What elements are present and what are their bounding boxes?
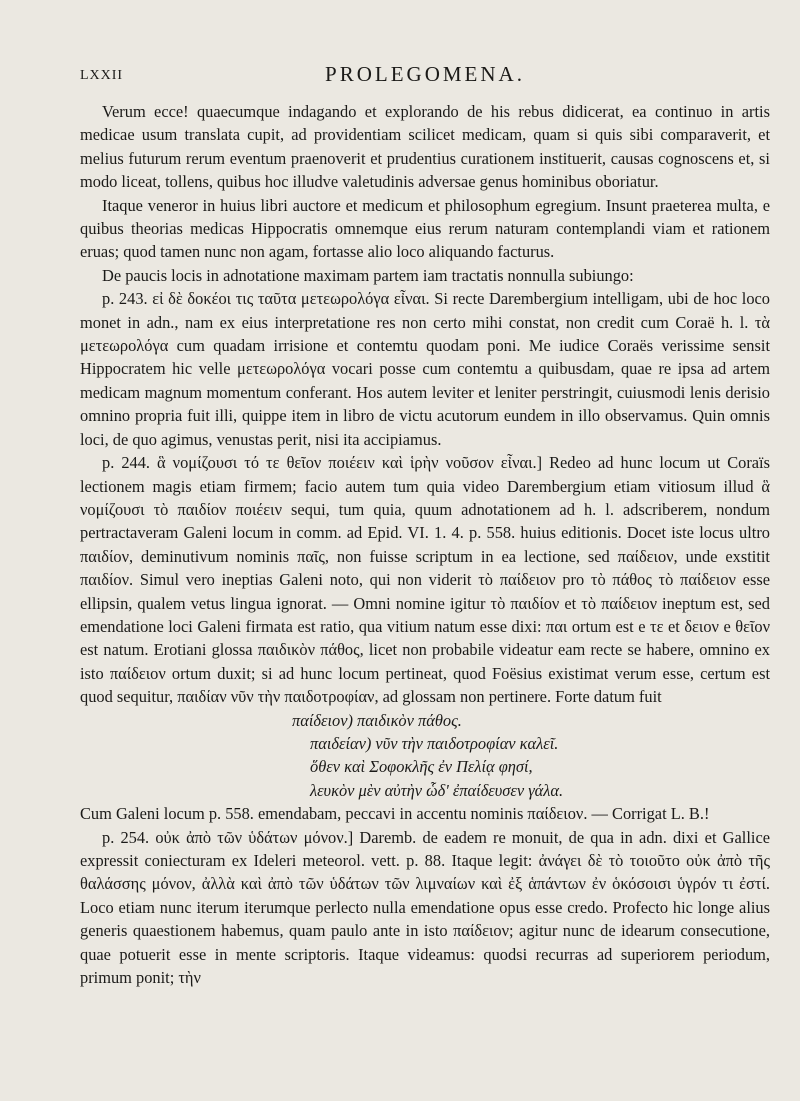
- paragraph: p. 243. εἰ δὲ δοκέοι τις ταῦτα μετεωρολόγα εἶναι. Si recte Darembergium intelligam, ubi de hoc loco monet in adn., nam ex eius interpretatione res non certo mihi constat, non credit cum Coraë h. l. τὰ μετεωρολόγα cum quadam irrisione et contemtu quodam poni. Me iudice Coraës verissime sensit Hippocratem hic velle μετεωρολόγα vocari posse cum contemtu a quibusdam, quae re ipsa ad artem medicam magnum momentum conferant. Hos autem leviter et leniter perstringit, cuiusmodi lenis derisio omnino propria fuit illi, quippe item in libro de victu acutorum eundem in illo observamus. Quin omnis loci, de quo agimus, venustas perit, nisi ita accipiamus.: [80, 289, 770, 449]
- verse-line: λευκὸν μὲν αὐτὴν ὧδ' ἐπαίδευσεν γάλα.: [310, 780, 564, 800]
- paragraph: De paucis locis in adnotatione maximam partem iam tractatis nonnulla subiungo:: [102, 265, 634, 285]
- page-header: [80, 60, 770, 100]
- running-title: PROLEGOMENA.: [325, 62, 525, 86]
- folio-number: LXXII: [80, 68, 124, 83]
- body-text: [80, 100, 770, 989]
- paragraph: Verum ecce! quaecumque indagando et explorando de his rebus didicerat, ea continuo in artis medicae usum translata cupit, ad providentiam scilicet medicam, quam si quis sibi comparaverit, et melius futurum rerum eventum praenoverit et prudentius curationem instituerit, causas cognoscens et, si modo liceat, tollens, quibus hoc illudve valetudinis adversae genus hominibus oboriatur.: [80, 102, 770, 192]
- verse-line: παίδειον) παιδικὸν πάθος.: [292, 710, 462, 730]
- verse-line: παιδείαν) νῦν τὴν παιδοτροφίαν καλεῖ.: [310, 733, 559, 753]
- paragraph: p. 244. ἃ νομίζουσι τό τε θεῖον ποιέειν καὶ ἱρὴν νοῦσον εἶναι.] Redeo ad hunc locum ut Coraïs lectionem magis etiam firmem; facio autem tum quia video Darembergium etiam vitiosum illud ἃ νομίζουσι τὸ παιδίον ποιέειν sequi, tum quia, quum adnotationem ad h. l. adscriberem, nondum pertractaveram Galeni locum in comm. ad Epid. VI. 1. 4. p. 558. huius editionis. Docet iste locus ultro παιδίον, deminutivum nominis παῖς, non fuisse scriptum in ea lectione, sed παίδειον, unde exstitit παιδίον. Simul vero ineptias Galeni noto, qui non viderit τὸ παίδειον pro τὸ πάθος τὸ παίδειον esse ellipsin, qualem vetus lingua ignorat. — Omni nomine igitur τὸ παιδίον et τὸ παίδειον ineptum est, sed emendatione loci Galeni firmata est ratio, qua vitium natum esse dixi: παι ortum est e τε et δειον e θεῖον est natum. Erotiani glossa παιδικὸν πάθος, licet non probabile videatur eam recte se habere, omnino ex isto παίδειον ortum duxit; si ad hunc locum pertineat, quod Foësius existimat verum esse, certum est quod sequitur, παιδίαν νῦν τὴν παιδοτροφίαν, ad glossam non pertinere. Forte datum fuit: [80, 453, 770, 707]
- verse-line: ὅθεν καὶ Σοφοκλῆς ἐν Πελίᾳ φησί,: [310, 757, 533, 777]
- paragraph: p. 254. οὐκ ἀπὸ τῶν ὑδάτων μόνον.] Daremb. de eadem re monuit, de qua in adn. dixi et Gallice expressit coniecturam ex Ideleri meteorol. vett. p. 88. Itaque legit: ἀνάγει δὲ τὸ τοιοῦτο οὐκ ἀπὸ τῆς θαλάσσης μόνον, ἀλλὰ καὶ ἀπὸ τῶν ὑδάτων τῶν λιμναίων καὶ ἐξ ἁπάντων ἐν ὁκόσοισι ὑγρόν τι ἐστί. Loco etiam nunc iterum iterumque perlecto nulla emendatione opus esse credo. Profecto hic longe alius generis quaestionem habemus, quam paulo ante in isto παίδειον; agitur nunc de idearum consecutione, quae potuerit esse in mente scriptoris. Itaque videamus: quodsi recurras ad superiorem periodum, primum ponit; τὴν: [80, 827, 770, 988]
- paragraph: Cum Galeni locum p. 558. emendabam, peccavi in accentu nominis παίδειον. — Corrigat L. B.!: [80, 804, 710, 824]
- paragraph: Itaque veneror in huius libri auctore et medicum et philosophum egregium. Insunt praeterea multa, e quibus theorias medicas Hippocratis omnemque eius rerum naturam contemplandi viam et rationem eruas; quod tamen nunc non agam, fortasse alio loco aliquando facturus.: [80, 195, 770, 262]
